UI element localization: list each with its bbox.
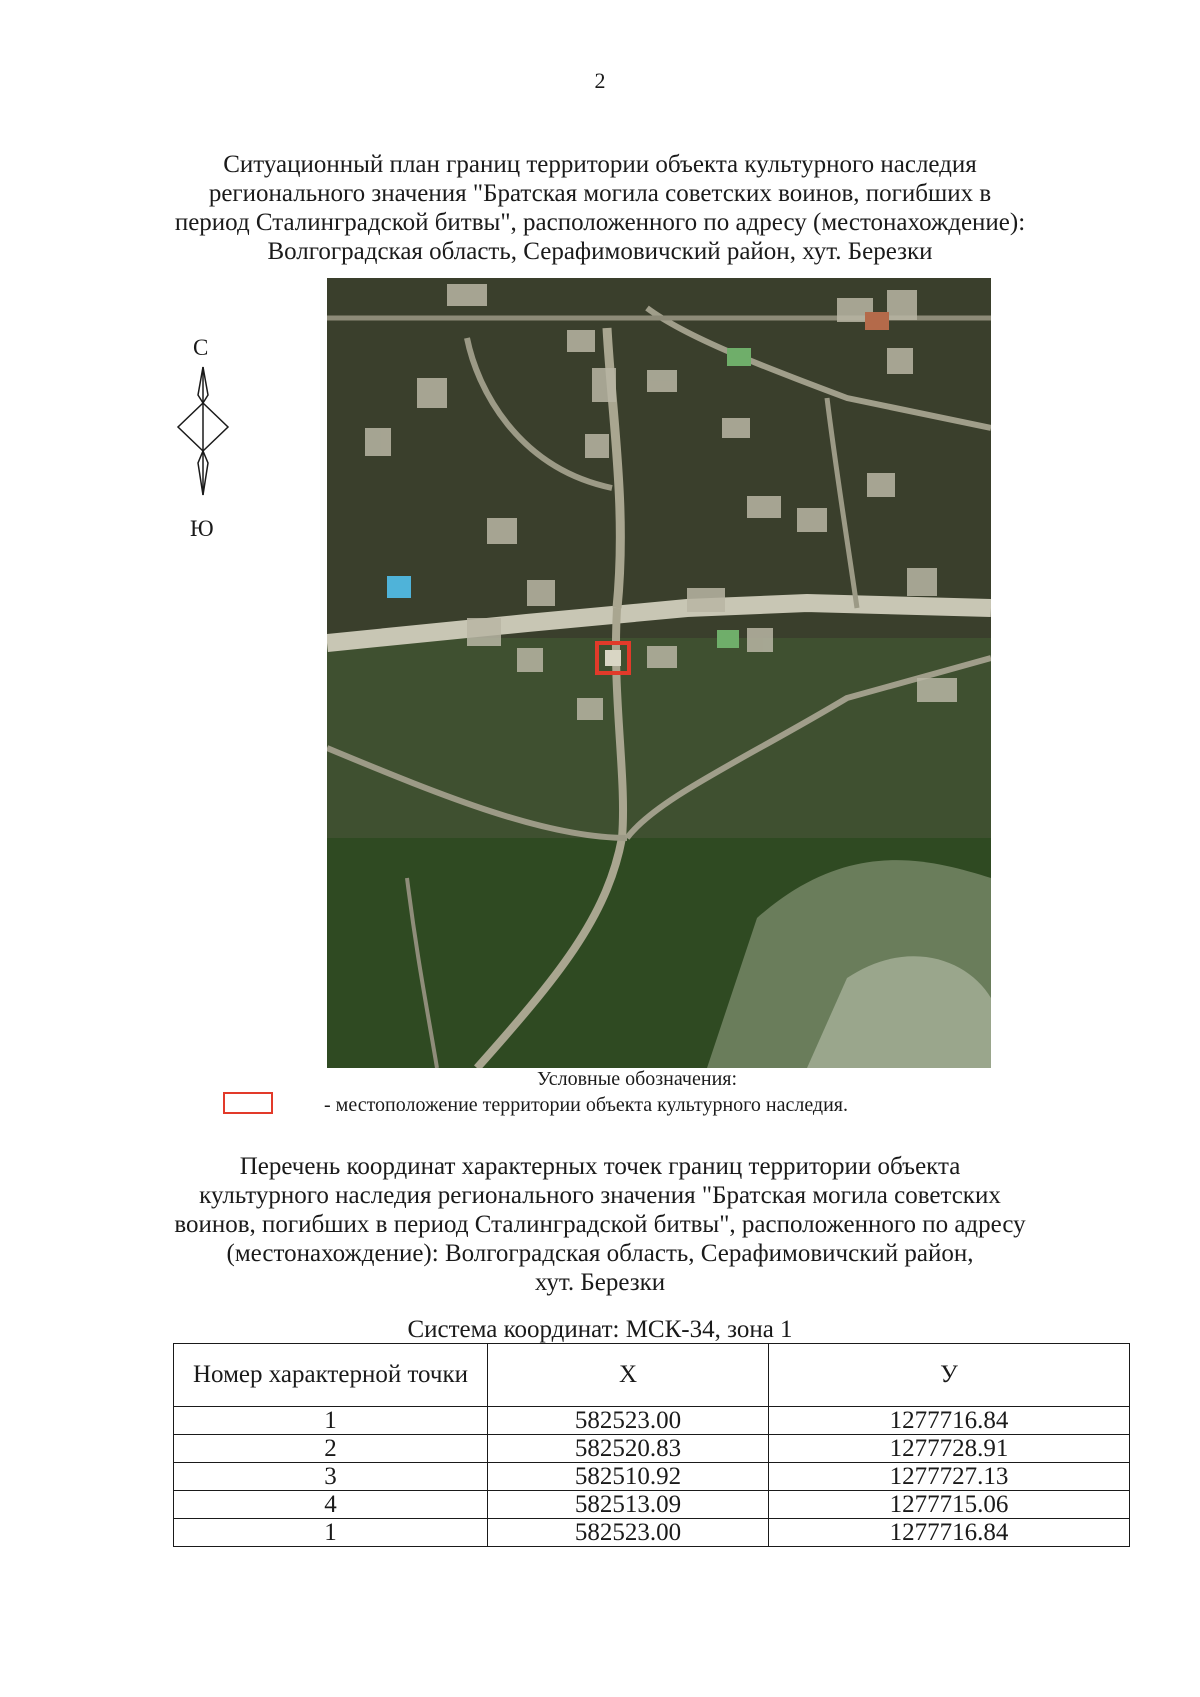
satellite-map <box>327 278 991 1068</box>
x-cell: 582520.83 <box>488 1435 769 1463</box>
list-title-line: Перечень координат характерных точек границ территории объекта <box>239 1153 961 1180</box>
header-y: У <box>769 1344 1130 1407</box>
table-row <box>174 1519 1130 1547</box>
plan-title-line: период Сталинградской битвы", расположенного по адресу (местонахождение): <box>174 209 1026 236</box>
plan-title-line: Ситуационный план границ территории объекта культурного наследия <box>223 151 977 178</box>
point-number-cell: 3 <box>174 1463 488 1491</box>
y-cell: 1277728.91 <box>769 1435 1130 1463</box>
point-number-cell: 1 <box>174 1407 488 1435</box>
legend-marker-swatch <box>223 1092 273 1114</box>
plan-title-line: Волгоградская область, Серафимовичский район, хут. Березки <box>267 238 933 265</box>
compass-south-label: Ю <box>190 516 214 541</box>
page-number: 2 <box>594 68 606 93</box>
point-number-cell: 2 <box>174 1435 488 1463</box>
header-point-number: Номер характерной точки <box>174 1344 488 1407</box>
plan-title <box>150 150 1050 266</box>
table-row <box>174 1463 1130 1491</box>
x-cell: 582523.00 <box>488 1519 769 1547</box>
y-cell: 1277715.06 <box>769 1491 1130 1519</box>
compass-north-label: С <box>193 335 209 360</box>
satellite-map-image <box>327 278 991 1068</box>
table-row <box>174 1435 1130 1463</box>
legend-title: Условные обозначения: <box>537 1068 738 1090</box>
y-cell: 1277716.84 <box>769 1519 1130 1547</box>
table-row <box>174 1407 1130 1435</box>
list-title-line: (местонахождение): Волгоградская область, Серафимовичский район, <box>226 1240 974 1267</box>
header-x: X <box>488 1344 769 1407</box>
legend-item-text: - местоположение территории объекта культурного наследия. <box>324 1094 849 1116</box>
coordinate-system-label: Система координат: МСК-34, зона 1 <box>407 1316 793 1343</box>
coordinates-list-title <box>150 1152 1050 1297</box>
list-title-line: воинов, погибших в период Сталинградской битвы", расположенного по адресу <box>174 1211 1026 1238</box>
table-header-row <box>174 1344 1130 1407</box>
x-cell: 582523.00 <box>488 1407 769 1435</box>
point-number-cell: 1 <box>174 1519 488 1547</box>
list-title-line: культурного наследия регионального значения "Братская могила советских <box>199 1182 1001 1209</box>
compass-arrow-icon <box>170 335 240 535</box>
x-cell: 582510.92 <box>488 1463 769 1491</box>
plan-title-line: регионального значения "Братская могила советских воинов, погибших в <box>208 180 992 207</box>
y-cell: 1277727.13 <box>769 1463 1130 1491</box>
x-cell: 582513.09 <box>488 1491 769 1519</box>
coordinates-table <box>173 1343 1130 1547</box>
y-cell: 1277716.84 <box>769 1407 1130 1435</box>
point-number-cell: 4 <box>174 1491 488 1519</box>
table-row <box>174 1491 1130 1519</box>
list-title-line: хут. Березки <box>534 1269 666 1296</box>
